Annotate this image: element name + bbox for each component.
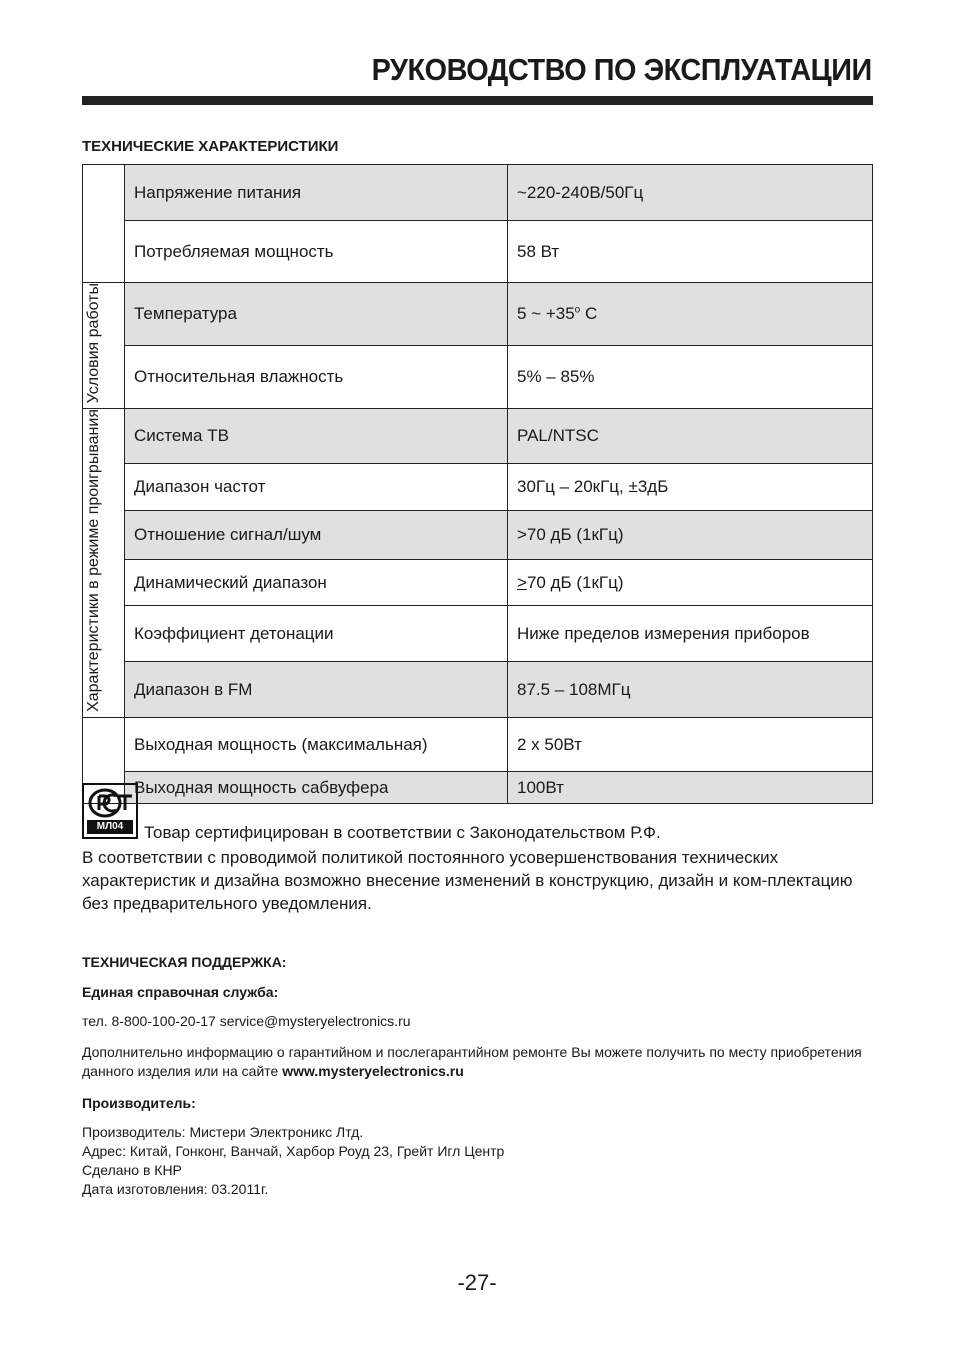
value-cell: 100Вт	[508, 772, 873, 804]
table-row	[83, 464, 873, 511]
website-link: www.mysteryelectronics.ru	[282, 1063, 464, 1079]
change-notice: В соответствии с проводимой политикой постоянного усовершенствования технических характеристик и дизайна возможно внесение изменений в конструкцию, дизайн и ком-плектацию без предварительного уведомления.	[82, 848, 853, 913]
value-cell: 30Гц – 20кГц, ±3дБ	[508, 464, 873, 511]
value-cell: >70 дБ (1кГц)	[508, 559, 873, 606]
table-row	[83, 718, 873, 772]
group-cell-playback	[83, 409, 125, 718]
param-cell: Система ТВ	[125, 409, 508, 464]
value-cell: PAL/NTSC	[508, 409, 873, 464]
page-title: РУКОВОДСТВО ПО ЭКСПЛУАТАЦИИ	[371, 52, 872, 87]
service-heading: Единая справочная служба:	[82, 984, 279, 1000]
rst-logo-icon	[88, 788, 134, 818]
table-row	[83, 510, 873, 559]
certification-mark	[82, 783, 138, 839]
certification-statement: Товар сертифицирован в соответствии с Законодательством Р.Ф.	[144, 823, 661, 842]
table-row	[83, 559, 873, 606]
table-row	[83, 221, 873, 283]
value-cell: 87.5 – 108МГц	[508, 662, 873, 718]
param-cell: Напряжение питания	[125, 165, 508, 221]
group-label: Условия работы	[84, 283, 102, 404]
specs-table	[82, 164, 873, 804]
table-row	[83, 606, 873, 662]
param-cell: Выходная мощность (максимальная)	[125, 718, 508, 772]
value-cell: 5 ~ $+35^о$ С	[508, 283, 873, 346]
support-heading: ТЕХНИЧЕСКАЯ ПОДДЕРЖКА:	[82, 954, 287, 970]
manufacturer-line: Сделано в КНР	[82, 1162, 182, 1178]
table-row	[83, 662, 873, 718]
support-contact: тел. 8-800-100-20-17 service@mysteryelectronics.ru	[82, 1013, 411, 1029]
table-row	[83, 165, 873, 221]
table-row	[83, 772, 873, 804]
value-cell: ~220-240В/50Гц	[508, 165, 873, 221]
value-cell: 5% – 85%	[508, 346, 873, 409]
group-label: Характеристики в режиме проигрывания	[84, 409, 102, 713]
value-cell: Ниже пределов измерения приборов	[508, 606, 873, 662]
manufacturer-heading: Производитель:	[82, 1095, 196, 1111]
support-info: Дополнительно информацию о гарантийном и послегарантийном ремонте Вы можете получить по месту приобретения данного изделия или на сайте www.mysteryelectronics.ru	[82, 1044, 862, 1079]
manufacturer-line: Дата изготовления: 03.2011г.	[82, 1181, 269, 1197]
value-cell: 2 х 50Вт	[508, 718, 873, 772]
value-cell: >70 дБ (1кГц)	[508, 510, 873, 559]
table-row	[83, 283, 873, 346]
param-cell: Диапазон в FM	[125, 662, 508, 718]
table-row	[83, 346, 873, 409]
param-cell: Температура	[125, 283, 508, 346]
param-cell: Динамический диапазон	[125, 559, 508, 606]
param-cell: Потребляемая мощность	[125, 221, 508, 283]
param-cell: Относительная влажность	[125, 346, 508, 409]
certification-code: МЛ04	[87, 820, 133, 834]
value-cell: 58 Вт	[508, 221, 873, 283]
group-cell-operating-conditions	[83, 283, 125, 409]
page-number: -27-	[457, 1270, 497, 1295]
group-cell-general	[83, 165, 125, 283]
table-row	[83, 409, 873, 464]
param-cell: Коэффициент детонации	[125, 606, 508, 662]
header-rule	[82, 96, 873, 105]
param-cell: Диапазон частот	[125, 464, 508, 511]
manufacturer-line: Адрес: Китай, Гонконг, Ванчай, Харбор Роуд 23, Грейт Игл Центр	[82, 1143, 505, 1159]
param-cell: Отношение сигнал/шум	[125, 510, 508, 559]
specs-heading: ТЕХНИЧЕСКИЕ ХАРАКТЕРИСТИКИ	[82, 138, 339, 155]
manufacturer-line: Производитель: Мистери Электроникс Лтд.	[82, 1124, 364, 1140]
param-cell: Выходная мощность сабвуфера	[125, 772, 508, 804]
